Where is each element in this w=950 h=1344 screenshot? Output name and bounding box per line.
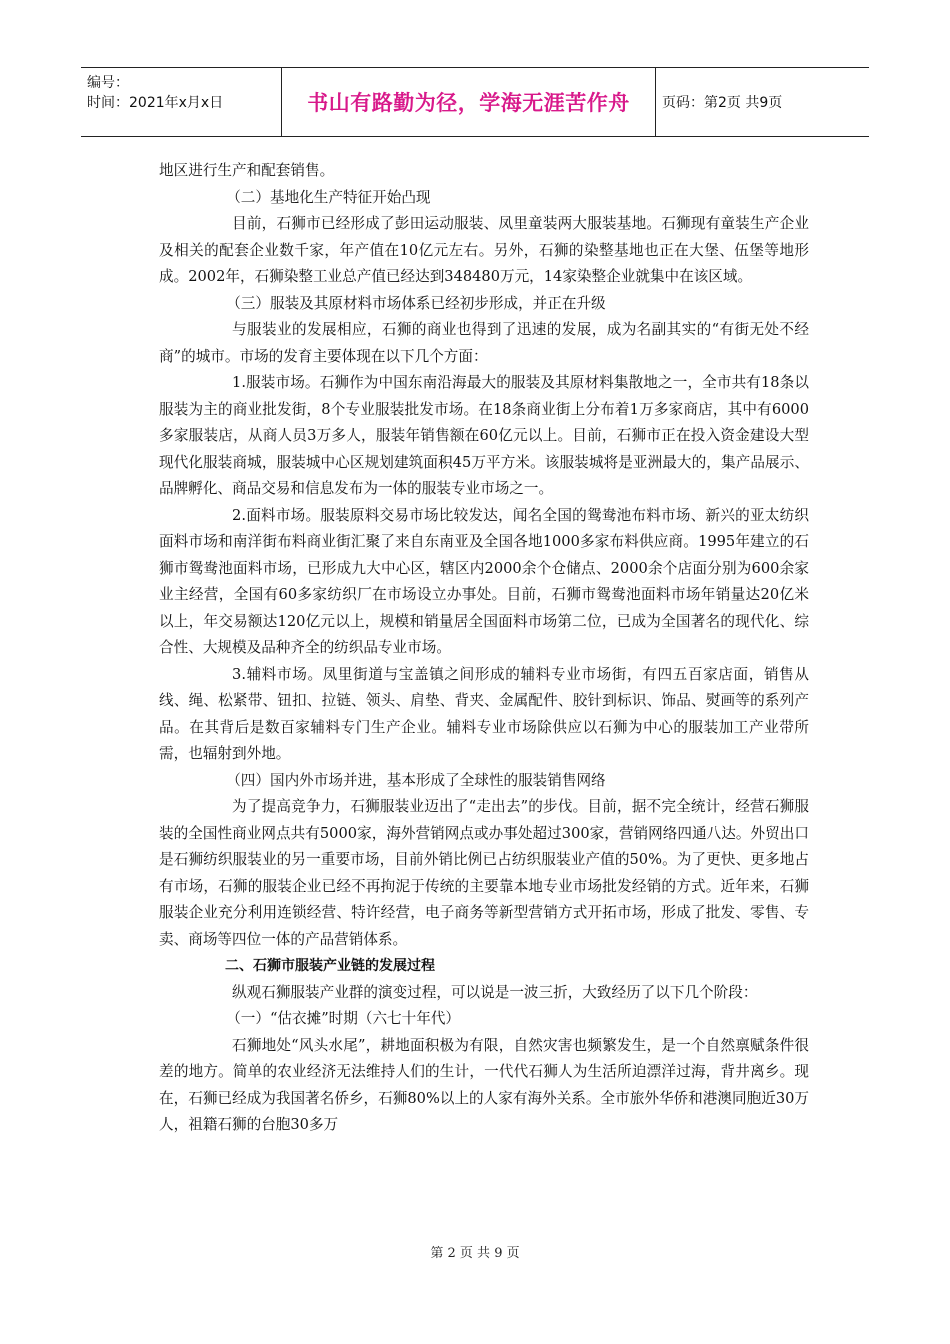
section-heading: （三）服装及其原材料市场体系已经初步形成，并正在升级 [226, 294, 606, 312]
header-motto: 书山有路勤为径，学海无涯苦作舟 [282, 68, 656, 136]
page-footer: 第 2 页 共 9 页 [430, 1246, 520, 1261]
paragraph: 与服装业的发展相应，石狮的商业也得到了迅速的发展，成为名副其实的“有街无处不经商”的城市。市场的发育主要体现在以下几个方面： [159, 321, 809, 365]
paragraph: 2.面料市场。服装原料交易市场比较发达，闻名全国的鸳鸯池布料市场、新兴的亚太纺织面料市场和南洋街布料商业街汇聚了来自东南亚及全国各地1000多家布料供应商。1995年建立的石狮市鸳鸯池面料市场，已形成九大中心区，辖区内2000余个仓储点、2000余个店面分别为600余家业主经营，全国有60多家纺织厂在市场设立办事处。目前，石狮市鸳鸯池面料市场年销量达20亿米以上，年交易额达120亿元以上，规模和销量居全国面料市场第二位，已成为全国著名的现代化、综合性、大规模及品种齐全的纺织品专业市场。 [159, 506, 809, 656]
section-heading: （四）国内外市场并进，基本形成了全球性的服装销售网络 [226, 771, 606, 789]
document-number-label: 编号： [87, 75, 129, 91]
section-heading: （一）“估衣摊”时期（六七十年代） [226, 1010, 461, 1027]
paragraph-continuation: 地区进行生产和配套销售。 [159, 162, 335, 179]
paragraph: 1.服装市场。石狮作为中国东南沿海最大的服装及其原材料集散地之一，全市共有18条以服装为主的商业批发街，8个专业服装批发市场。在18条商业街上分布着1万多家商店，其中有6000多家服装店，从商人员3万多人，服装年销售额在60亿元以上。目前，石狮市正在投入资金建设大型现代化服装商城，服装城中心区规划建筑面积45万平方米。该服装城将是亚洲最大的，集产品展示、品牌孵化、商品交易和信息发布为一体的服装专业市场之一。 [159, 374, 809, 497]
paragraph: 石狮地处“风头水尾”，耕地面积极为有限，自然灾害也频繁发生，是一个自然禀赋条件很差的地方。简单的农业经济无法维持人们的生计，一代代石狮人为生活所迫漂洋过海，背井离乡。现在，石狮已经成为我国著名侨乡，石狮80%以上的人家有海外关系。全市旅外华侨和港澳同胞近30万人，祖籍石狮的台胞30多万 [159, 1036, 809, 1133]
paragraph: 纵观石狮服装产业群的演变过程，可以说是一波三折，大致经历了以下几个阶段： [232, 983, 758, 1001]
document-body [159, 158, 809, 1139]
section-heading: （二）基地化生产特征开始凸现 [226, 188, 431, 206]
chapter-heading: 二、石狮市服装产业链的发展过程 [225, 958, 435, 974]
page-header [81, 67, 869, 137]
paragraph: 3.辅料市场。凤里街道与宝盖镇之间形成的辅料专业市场街，有四五百家店面，销售从线、绳、松紧带、钮扣、拉链、领头、肩垫、背夹、金属配件、胶针到标识、饰品、熨画等的系列产品。在其背后是数百家辅料专门生产企业。辅料专业市场除供应以石狮为中心的服装加工产业带所需，也辐射到外地。 [159, 665, 809, 762]
paragraph: 目前，石狮市已经形成了彭田运动服装、凤里童装两大服装基地。石狮现有童装生产企业及相关的配套企业数千家，年产值在10亿元左右。另外，石狮的染整基地也正在大堡、伍堡等地形成。2002年，石狮染整工业总产值已经达到348480万元，14家染整企业就集中在该区域。 [159, 215, 809, 285]
document-date-label: 时间：2021年x月x日 [87, 95, 224, 111]
paragraph: 为了提高竞争力，石狮服装业迈出了“走出去”的步伐。目前，据不完全统计，经营石狮服装的全国性商业网点共有5000家，海外营销网点或办事处超过300家，营销网络四通八达。外贸出口是石狮纺织服装业的另一重要市场，目前外销比例已占纺织服装业产值的50%。为了更快、更多地占有市场，石狮的服装企业已经不再拘泥于传统的主要靠本地专业市场批发经销的方式。近年来，石狮服装企业充分利用连锁经营、特许经营，电子商务等新型营销方式开拓市场，形成了批发、零售、专卖、商场等四位一体的产品营销体系。 [159, 798, 809, 948]
header-meta [81, 68, 282, 136]
header-page-number: 页码：第2页 共9页 [662, 95, 783, 111]
